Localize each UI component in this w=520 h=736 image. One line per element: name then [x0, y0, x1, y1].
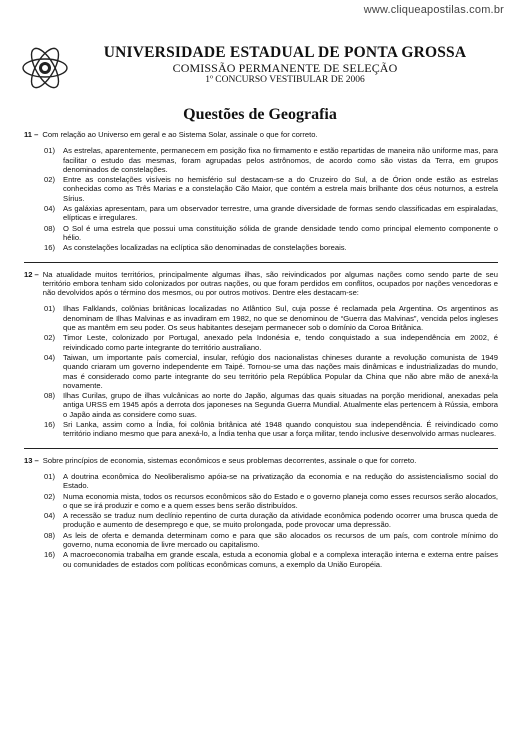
question-number: 11 –: [24, 130, 39, 139]
answer-option: [44, 531, 498, 550]
option-text: Ilhas Falklands, colônias britânicas localizadas no Atlântico Sul, cuja posse é reclamada pela Argentina. Os argentinos as denominam de Ilhas Malvinas e as invadiram em 1982, no que se denominou de “Guerra das Malvinas”, vencida pelos ingleses que as mantêm em seu poder. Os seus habitantes desejam permanecer sob o domínio da Coroa Britânica.: [63, 304, 498, 333]
option-code: 08): [44, 223, 55, 233]
option-text: Sri Lanka, assim como a Índia, foi colônia britânica até 1948 quando conquistou sua independência. É reivindicado como território indiano mesmo que para anexá-lo, a Índia tenha que usar a força militar, tendo inclusive desenvolvido armas nucleares.: [63, 420, 498, 439]
answer-option: [44, 175, 498, 203]
page-title: Questões de Geografia: [183, 106, 337, 123]
option-code: 02): [44, 175, 55, 185]
option-code: 16): [44, 243, 55, 253]
university-logo-icon: [20, 46, 70, 90]
option-text: As galáxias apresentam, para um observador terrestre, uma grande diversidade de formas sendo classificadas em espiraladas, elípticas e irregulares.: [63, 204, 498, 223]
option-text: A doutrina econômica do Neoliberalismo apóia-se na privatização da economia e na redução do assistencialismo social do Estado.: [63, 471, 498, 491]
answer-option: [44, 224, 498, 243]
option-code: 04): [44, 511, 55, 521]
answer-option: [44, 243, 498, 252]
answer-option: [44, 353, 498, 390]
answer-option: [44, 511, 498, 530]
answer-option: [44, 420, 498, 439]
answer-option: [44, 391, 498, 419]
question-number: 13 –: [24, 455, 39, 465]
option-code: 01): [44, 146, 55, 156]
option-text: A recessão se traduz num declínio repentino de curta duração da atividade econômica podendo ocorrer uma brusca queda de produção e aumento de desemprego e que, se muito prolongada, pode provocar uma depressão.: [63, 511, 498, 530]
option-text: As constelações localizadas na eclíptica são denominadas de constelações boreais.: [63, 243, 347, 253]
answer-option: [44, 204, 498, 223]
option-code: 01): [44, 471, 55, 481]
site-watermark: www.cliqueapostilas.com.br: [363, 4, 504, 16]
answer-option: [44, 550, 498, 569]
section-divider: [24, 448, 498, 449]
option-text: Entre as constelações visíveis no hemisfério sul destacam-se a do Cruzeiro do Sul, a de Órion onde estão as estrelas conhecidas como as Três Marias e a constelação Cão Maior, que contém a estrela mais brilhante dos céus noturnos, a estrela Sírius.: [63, 175, 498, 203]
answer-option: [44, 472, 498, 491]
option-code: 01): [44, 304, 55, 314]
document-header: [0, 44, 520, 104]
commission-name: COMISSÃO PERMANENTE DE SELEÇÃO: [172, 61, 398, 75]
option-text: Taiwan, um importante país comercial, insular, refúgio dos nacionalistas chineses durante a revolução comunista de 1949 quando criaram um governo independente em Taipé. Tornou-se uma das nações mais dinâmicas e industrializadas do mundo, mas é considerado como parte integrante do seu território pela República Popular da China que não abre mão de anexá-la novamente.: [63, 352, 498, 390]
option-text: As leis de oferta e demanda determinam como e para que são alocados os recursos de um país, com controle mínimo do governo, numa economia de livre mercado ou capitalismo.: [63, 530, 498, 549]
option-code: 04): [44, 352, 55, 362]
question-stem: Sobre princípios de economia, sistemas econômicos e seus problemas decorrentes, assinale o que for correto.: [42, 455, 417, 465]
questions-list: [24, 130, 498, 570]
question-number: 12 –: [24, 269, 39, 279]
section-divider: [24, 262, 498, 263]
contest-name: 1º CONCURSO VESTIBULAR DE 2006: [205, 75, 365, 85]
option-text: Ilhas Curilas, grupo de ilhas vulcânicas ao norte do Japão, algumas das quais situadas na porção meridional, anexadas pela antiga URSS em 1945 após a derrota dos japoneses na Segunda Guerra Mundial. Atualmente elas pertencem à Rússia, embora o Japão ainda as considere como suas.: [63, 391, 498, 419]
option-code: 16): [44, 420, 55, 430]
answer-option: [44, 146, 498, 174]
option-text: A macroeconomia trabalha em grande escala, estuda a economia global e a complexa interação interna e externa entre países ou comunidades de estados com políticas econômicas comuns, a exemplo da União Européia.: [63, 550, 498, 569]
option-code: 08): [44, 391, 55, 401]
option-code: 02): [44, 491, 55, 501]
university-name: UNIVERSIDADE ESTADUAL DE PONTA GROSSA: [103, 44, 467, 61]
option-text: As estrelas, aparentemente, permanecem em posição fixa no firmamento e estão repartidas de maneira não uniforme mas, para facilitar o estudo das mesmas, foram agrupadas pelos astrônomos, de acordo como são vistas da Terra, em grupos denominados de constelações.: [63, 146, 498, 174]
option-text: O Sol é uma estrela que possui uma constituição sólida de grande densidade tendo como principal elemento componente o hélio.: [63, 223, 498, 242]
option-text: Numa economia mista, todos os recursos econômicos são do Estado e o governo planeja como esses recursos serão alocados, o que se irá produzir e como e a quem esses bens serão distribuídos.: [63, 491, 498, 510]
answer-option: [44, 304, 498, 332]
answer-option: [44, 492, 498, 511]
option-code: 08): [44, 530, 55, 540]
option-code: 16): [44, 550, 55, 560]
question-12: [24, 270, 498, 439]
answer-option: [44, 333, 498, 352]
question-stem: Na atualidade muitos territórios, principalmente algumas ilhas, são reivindicados por algumas nações como sendo parte de seu território embora tenham sido colonizados por outras nações, ou que foram perdidos em conflitos, ocupados por nações vencedoras e não devolvidos após o término dos mesmos, ou por outros motivos. Dentre eles destacam-se:: [42, 269, 498, 298]
option-text: Timor Leste, colonizado por Portugal, anexado pela Indonésia e, tendo conquistado a sua independência em 2002, é reivindicado como parte integrante do território australiano.: [63, 333, 498, 352]
question-stem: Com relação ao Universo em geral e ao Sistema Solar, assinale o que for correto.: [42, 130, 318, 139]
option-code: 02): [44, 333, 55, 343]
option-code: 04): [44, 204, 55, 214]
question-13: [24, 456, 498, 569]
question-11: [24, 130, 498, 253]
